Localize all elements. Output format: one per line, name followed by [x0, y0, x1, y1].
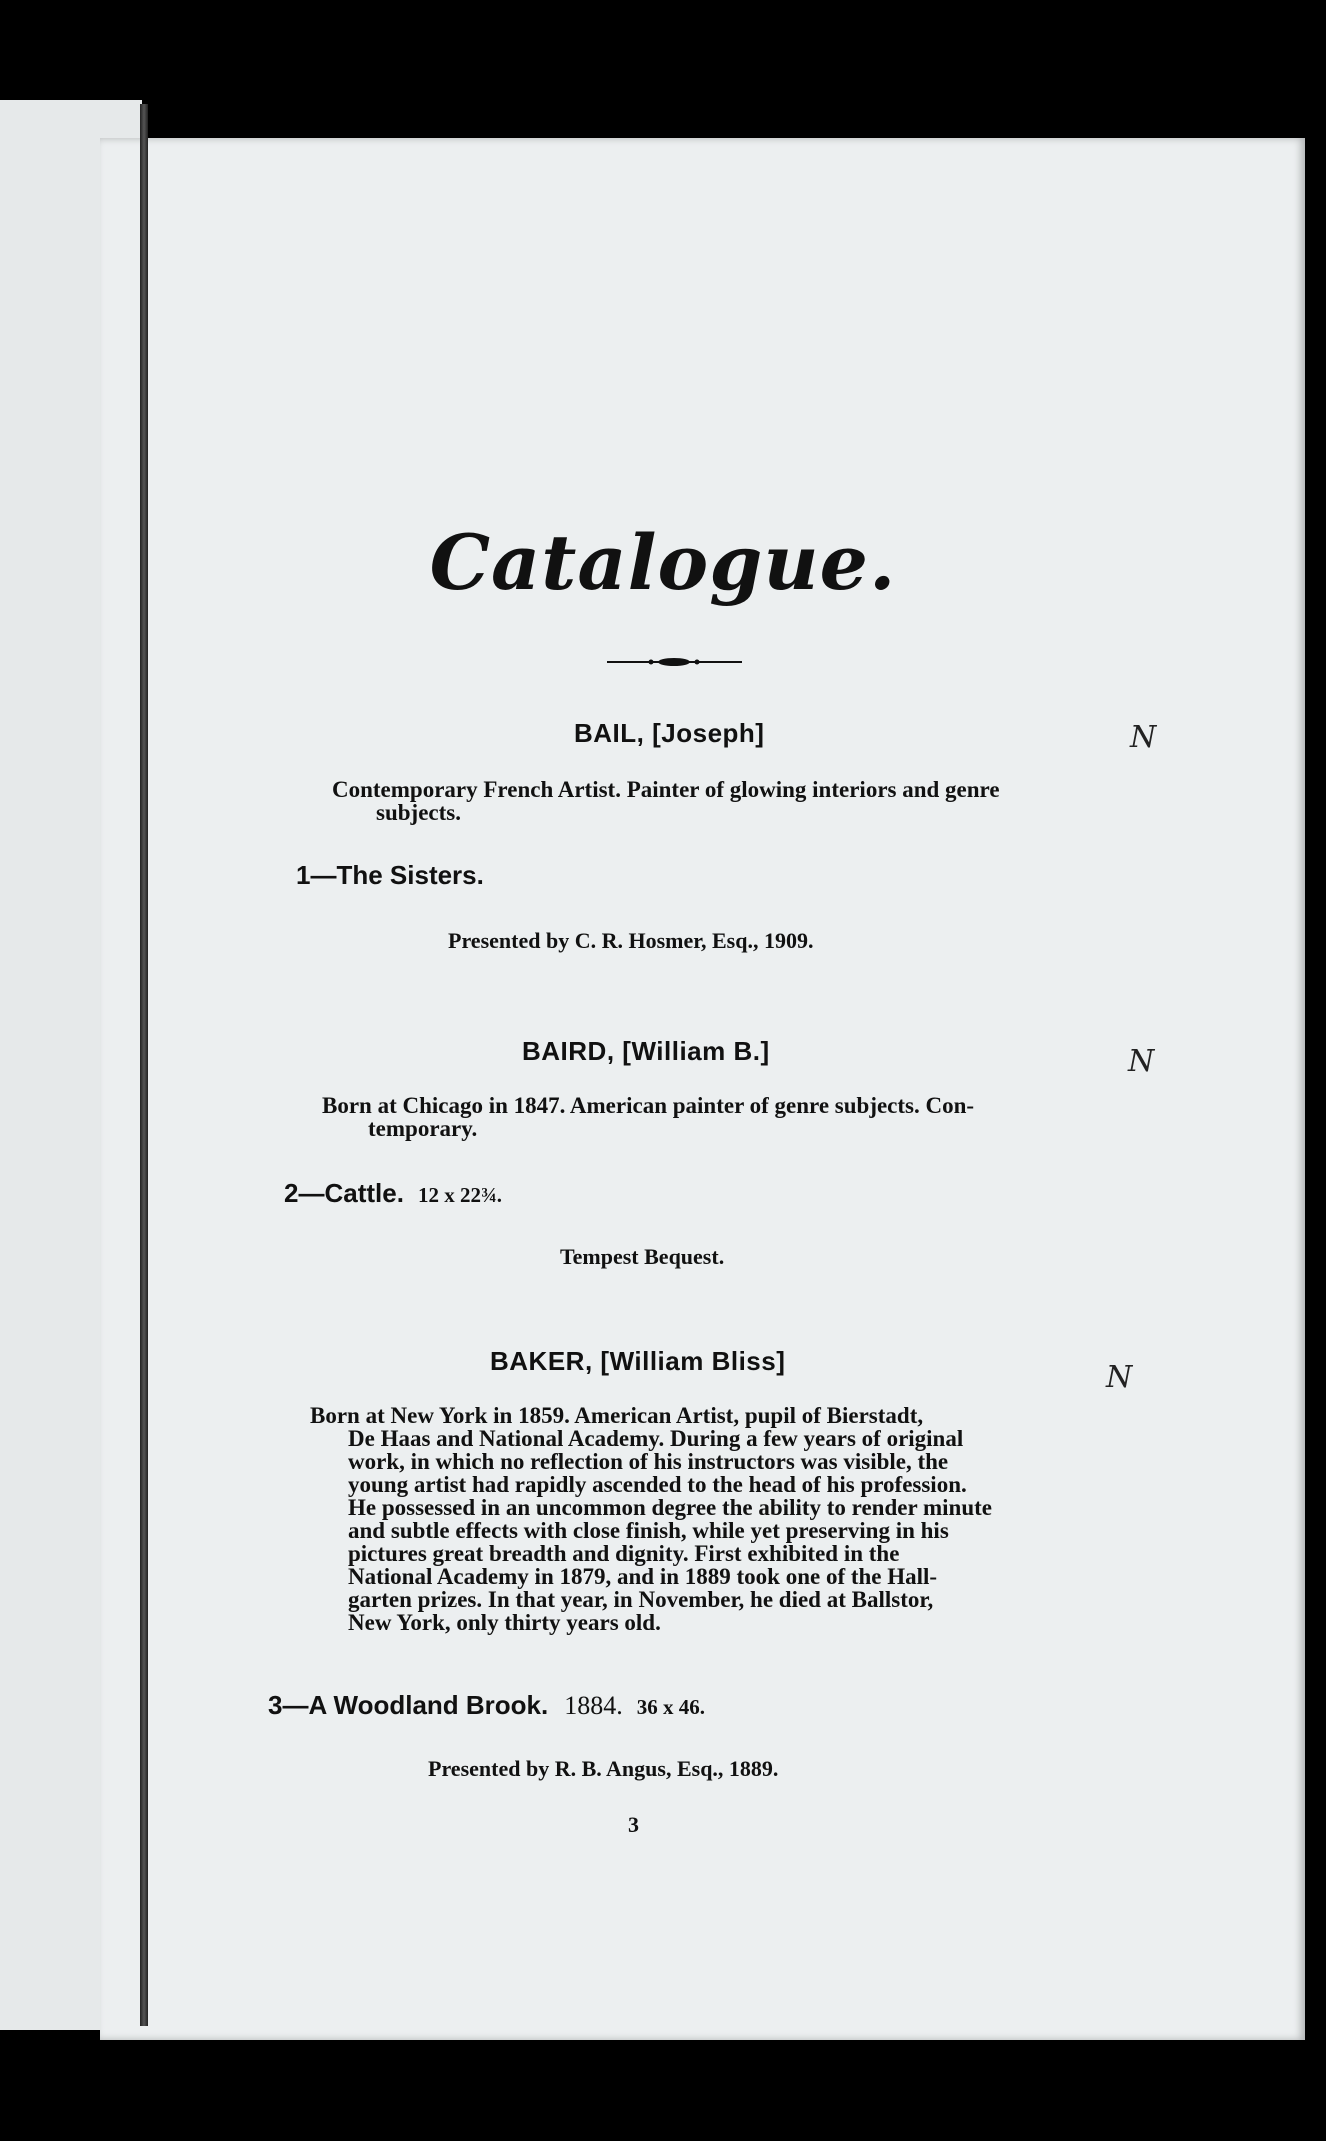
artist-heading — [522, 1036, 770, 1067]
bio-line: Born at New York in 1859. American Artist, pupil of Bierstadt, — [310, 1403, 924, 1428]
bio-line: young artist had rapidly ascended to the head of his profession. — [348, 1472, 967, 1497]
artist-heading — [574, 718, 764, 749]
item-title: —The Sisters. — [310, 860, 484, 890]
artist-bio — [322, 1094, 1112, 1140]
artist-surname: BAIRD, — [522, 1036, 615, 1066]
artist-bio — [332, 778, 1112, 824]
bio-line: He possessed in an uncommon degree the ability to render minute — [348, 1495, 993, 1520]
artist-surname: BAKER, — [490, 1346, 593, 1376]
catalogue-item — [296, 860, 484, 891]
item-credit: Tempest Bequest. — [560, 1244, 725, 1269]
item-title: —A Woodland Brook. — [282, 1690, 549, 1720]
artist-bio — [310, 1404, 1070, 1634]
bio-line: pictures great breadth and dignity. First exhibited in the — [348, 1541, 900, 1566]
artist-given-name: [Joseph] — [652, 718, 765, 748]
item-year: 1884. — [564, 1691, 623, 1720]
item-dimensions: 12 x 22¾. — [417, 1183, 502, 1207]
item-dimensions: 36 x 46. — [636, 1695, 705, 1719]
ornament-divider — [607, 655, 742, 669]
item-number: 1 — [296, 860, 311, 890]
artist-surname: BAIL, — [574, 718, 645, 748]
item-number: 3 — [268, 1690, 283, 1720]
catalogue-item — [268, 1690, 705, 1721]
bio-line: Contemporary French Artist. Painter of glowing interiors and genre — [332, 777, 1000, 802]
item-number: 2 — [284, 1178, 299, 1208]
bio-line: temporary. — [368, 1116, 478, 1141]
item-credit: Presented by C. R. Hosmer, Esq., 1909. — [448, 928, 814, 953]
bio-line: Born at Chicago in 1847. American painter of genre subjects. Con- — [322, 1093, 975, 1118]
page-title: Catalogue. — [429, 518, 897, 607]
artist-heading — [490, 1346, 785, 1377]
bio-line: work, in which no reflection of his instructors was visible, the — [348, 1449, 949, 1474]
page-number: 3 — [628, 1812, 639, 1837]
handwritten-mark: N — [1106, 1360, 1133, 1395]
bio-line: De Haas and National Academy. During a few years of original — [348, 1426, 964, 1451]
bio-line: and subtle effects with close finish, while yet preserving in his — [348, 1518, 949, 1543]
artist-given-name: [William Bliss] — [600, 1346, 786, 1376]
artist-given-name: [William B.] — [622, 1036, 770, 1066]
handwritten-mark: N — [1128, 1044, 1155, 1079]
bio-line: garten prizes. In that year, in November, he died at Ballstor, — [348, 1587, 934, 1612]
item-credit: Presented by R. B. Angus, Esq., 1889. — [428, 1756, 779, 1781]
catalogue-item — [284, 1178, 502, 1209]
bio-line: subjects. — [376, 800, 461, 825]
bio-line: New York, only thirty years old. — [348, 1610, 661, 1635]
bio-line: National Academy in 1879, and in 1889 took one of the Hall- — [348, 1564, 938, 1589]
catalogue-page — [100, 138, 1305, 2040]
handwritten-mark: N — [1130, 720, 1157, 755]
item-title: —Cattle. — [298, 1178, 404, 1208]
book-spine — [140, 104, 148, 2026]
